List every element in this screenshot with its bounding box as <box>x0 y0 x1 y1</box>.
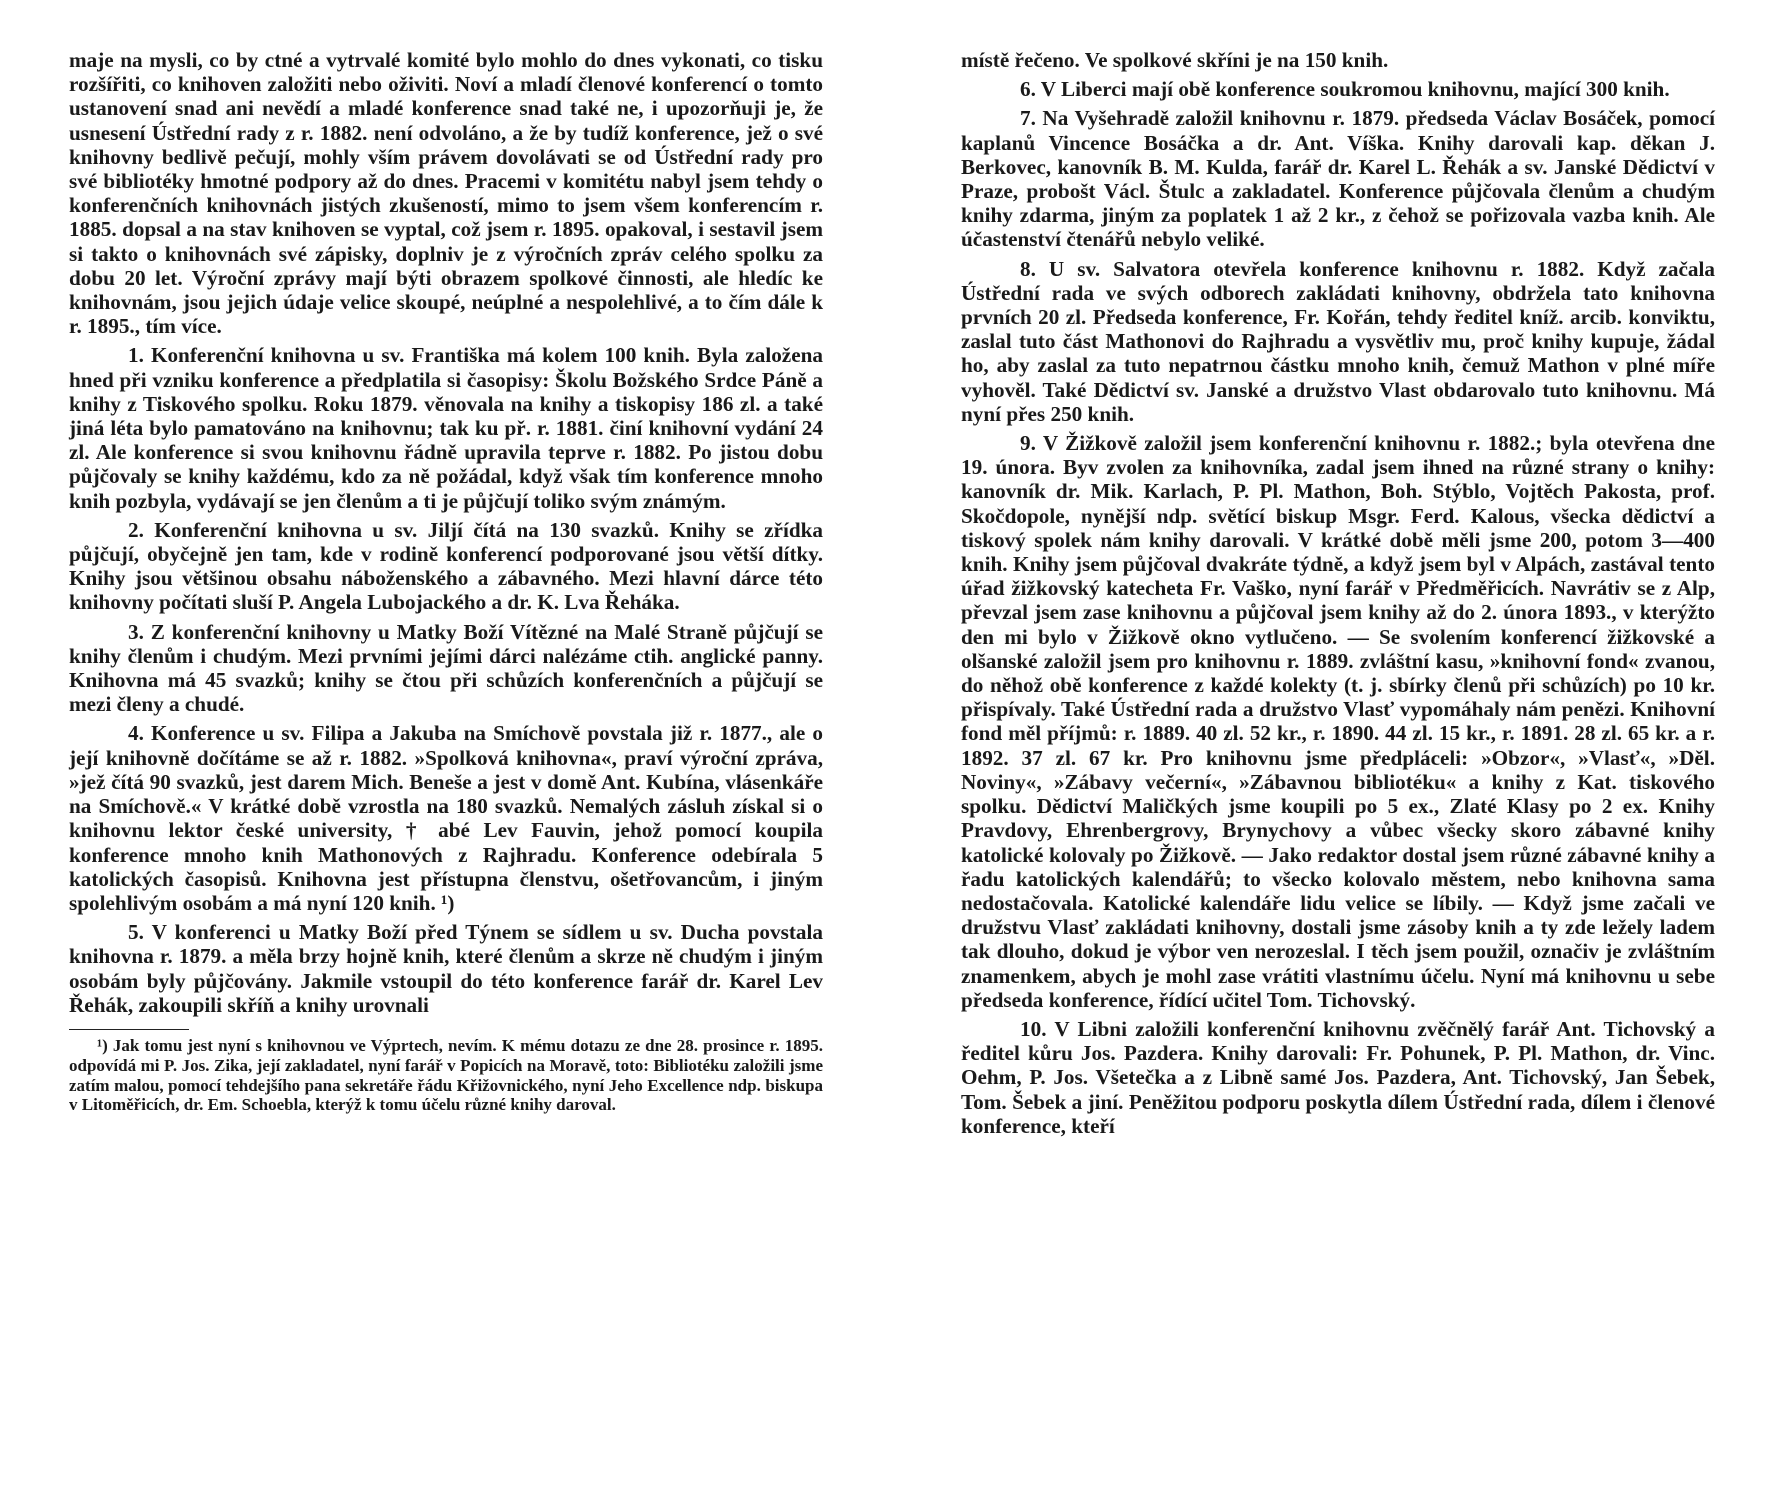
left-page <box>69 48 823 1115</box>
left-paragraph-5: 5. V konferenci u Matky Boží před Týnem se sídlem u sv. Ducha povstala knihovna r. 1879. a měla brzy hojně knih, které členům a skrze ně chudým i jiným osobám byly půjčovány. Jakmile vstoupil do této konference farář dr. Karel Lev Řehák, zakoupili skříň a knihy urovnali <box>69 920 823 1017</box>
left-paragraph-intro: maje na mysli, co by ctné a vytrvalé komité bylo mohlo do dnes vykonati, co tisku rozšířiti, co knihoven založiti nebo oživiti. Noví a mladí členové konferencí o tomto ustanovení snad ani nevědí a mladé konference snad také ne, i upozorňuji je, že usnesení Ústřední rady z r. 1882. není odvoláno, a že by tudíž konference, jež o své knihovny bedlivě pečují, mohly vším právem dovolávati se od Ústřední rady pro své bibliotéky hmotné podpory až do dnes. Pracemi v komitétu nabyl jsem tehdy o konferenčních knihovnách jistých zkušeností, mimo to jsem všem konferencím r. 1885. dopsal a na stav knihoven se vyptal, což jsem r. 1895. opakoval, i sestavil jsem si takto o knihovnách své zápisky, doplniv je z výročních zpráv celého spolku za dobu 20 let. Výroční zprávy mají býti obrazem spolkové činnosti, ale hledíc ke knihovnám, jsou jejich údaje velice skoupé, neúplné a nespolehlivé, a to čím dále k r. 1895., tím více. <box>69 48 823 339</box>
right-paragraph-8: 8. U sv. Salvatora otevřela konference knihovnu r. 1882. Když začala Ústřední rada ve svých odborech zakládati knihovny, obdržela tato knihovna prvních 20 zl. Předseda konference, Fr. Kořán, tehdy ředitel kníž. arcib. konviktu, zaslal tuto část Mathonovi do Rajhradu a vysvětliv mu, proč knihy kupuje, žádal ho, aby zaslal za tuto nepatrnou částku mnoho knih, čemuž Mathon v plné míře vyhověl. Také Dědictví sv. Janské a družstvo Vlast obdarovalo tuto knihovnu. Má nyní přes 250 knih. <box>961 256 1715 426</box>
left-paragraph-3: 3. Z konferenční knihovny u Matky Boží Vítězné na Malé Straně půjčují se knihy členům i chudým. Mezi prvními jejími dárci nalézáme ctih. anglické panny. Knihovna má 45 svazků; knihy se čtou při schůzích konferenčních a půjčují se mezi členy a chudé. <box>69 619 823 717</box>
right-paragraph-9: 9. V Žižkově založil jsem konferenční knihovnu r. 1882.; byla otevřena dne 19. února. Byv zvolen za knihovníka, zadal jsem ihned na různé strany o knihy: kanovník dr. Mik. Karlach, P. Pl. Mathon, Boh. Stýblo, Vojtěch Pakosta, prof. Skočdopole, nynější ndp. světící biskup Msgr. Ferd. Kalous, všecka dědictví a tiskový spolek nám knihy darovali. V krátké době měli jsme 200, potom 3—400 knih. Knihy jsem půjčoval dvakráte týdně, a když jsem byl v Alpách, zastával tento úřad žižkovský katecheta Fr. Vaško, nyní farář v Předměřicích. Navrátiv se z Alp, převzal jsem zase knihovnu a půjčoval jsem knihy až do 2. února 1893., v kterýžto den mi bylo v Žižkově okno vytlučeno. — Se svolením konferencí žižkovské a olšanské založil jsem pro knihovnu r. 1889. zvláštní kasu, »knihovní fond« zvanou, do něhož obě konference z každé kolekty (t. j. sbírky členů při schůzích) po 10 kr. přispívaly. Také Ústřední rada a družstvo Vlasť vypomáhaly nám penězi. Knihovní fond měl příjmů: r. 1889. 40 zl. 52 kr., r. 1890. 44 zl. 15 kr., r. 1891. 28 zl. 65 kr. a r. 1892. 37 zl. 67 kr. Pro knihovnu jsme předpláceli: »Obzor«, »Vlasť«, »Děl. Noviny«, »Zábavy večerní«, »Zábavnou bibliotéku« a knihy z Kat. tiskového spolku. Dědictví Maličkých jsme koupili po 5 ex., Zlaté Klasy po 2 ex. Knihy Pravdovy, Ehrenbergrovy, Brynychovy a vůbec všecky skoro zábavné knihy katolické kolovaly po Žižkově. — Jako redaktor dostal jsem různé zábavné knihy a řadu katolických kalendářů; to všecko kolovalo městem, nebo knihovna sama nedostačovala. Katolické kalendáře lidu velice se líbily. — Když jsme začali ve družstvu Vlasť zakládati knihovny, dostali jsme zásoby knih a ty zde ležely ladem tak dlouho, dokud je výbor ven nerozeslal. I těch jsem použil, označiv je zvláštním znamenkem, abych je mohl zase vrátiti vlastnímu účelu. Nyní má knihovnu u sebe předseda konference, řídící učitel Tom. Tichovský. <box>961 431 1715 1012</box>
footnote-divider <box>69 1029 189 1030</box>
right-paragraph-7: 7. Na Vyšehradě založil knihovnu r. 1879. předseda Václav Bosáček, pomocí kaplanů Vincence Bosáčka a dr. Ant. Víška. Knihy darovali kap. děkan J. Berkovec, kanovník B. M. Kulda, farář dr. Karel L. Řehák a sv. Janské Dědictví v Praze, probošt Václ. Štulc a zakladatel. Konference půjčovala členům a chudým knihy zdarma, jiným za poplatek 1 až 2 kr., z čehož se pořizovala vazba knih. Ale účastenství čtenářů nebylo veliké. <box>961 106 1715 252</box>
right-paragraph-6: 6. V Liberci mají obě konference soukromou knihovnu, mající 300 knih. <box>1020 77 1670 102</box>
right-paragraph-10: 10. V Libni založili konferenční knihovnu zvěčnělý farář Ant. Tichovský a ředitel kůru Jos. Pazdera. Knihy darovali: Fr. Pohunek, P. Pl. Mathon, dr. Vinc. Oehm, P. Jos. Všetečka a z Libně samé Jos. Pazdera, Ant. Tichovský, Jan Šebek, Tom. Šebek a jiní. Peněžitou podporu poskytla dílem Ústřední rada, dílem i členové konference, kteří <box>961 1016 1715 1138</box>
right-page <box>961 48 1715 1143</box>
left-paragraph-2: 2. Konferenční knihovna u sv. Jiljí čítá na 130 svazků. Knihy se zřídka půjčují, obyčejně jen tam, kde v rodině konferencí podporované jsou větší dítky. Knihy jsou většinou obsahu náboženského a zábavného. Mezi hlavní dárce této knihovny počítati sluší P. Angela Lubojackého a dr. K. Lva Řeháka. <box>69 517 823 615</box>
right-paragraph-continued: místě řečeno. Ve spolkové skříni je na 150 knih. <box>961 48 1389 72</box>
footnote: ¹) Jak tomu jest nyní s knihovnou ve Výprtech, nevím. K mému dotazu ze dne 28. prosince r. 1895. odpovídá mi P. Jos. Zika, její zakladatel, nyní farář v Popicích na Moravě, toto: Bibliotéku založili jsme zatím malou, pomocí tehdejšího pana sekretáře řádu Křižovnického, nyní Jeho Excellence ndp. biskupa v Litoměřicích, dr. Em. Schoebla, kterýž k tomu účelu různé knihy daroval. <box>69 1035 823 1115</box>
left-paragraph-1: 1. Konferenční knihovna u sv. Františka má kolem 100 knih. Byla založena hned při vzniku konference a předplatila si časopisy: Školu Božského Srdce Páně a knihy z Tiskového spolku. Roku 1879. věnovala na knihy a tiskopisy 186 zl. a také jiná léta bylo pamatováno na knihovnu; tak ku př. r. 1881. činí knihovní vydání 24 zl. Ale konference si svou knihovnu řádně upravila teprve r. 1882. Po jistou dobu půjčovaly se knihy každému, kdo za ně požádal, když však tím konference mnoho knih pozbyla, vydávají se jen členům a ti je půjčují toliko svým známým. <box>69 343 823 513</box>
left-paragraph-4: 4. Konference u sv. Filipa a Jakuba na Smíchově povstala již r. 1877., ale o její knihovně dočítáme se až r. 1882. »Spolková knihovna«, praví výroční zpráva, »jež čítá 90 svazků, jest darem Mich. Beneše a jest v domě Ant. Kubína, vlásenkáře na Smíchově.« V krátké době vzrostla na 180 svazků. Nemalých zásluh získal si o knihovnu lektor české university, † abé Lev Fauvin, jehož pomocí koupila konference mnoho knih Mathonových z Rajhradu. Konference odebírala 5 katolických časopisů. Knihovna jest přístupna členstvu, ošetřovancům, i jiným spolehlivým osobám a má nyní 120 knih. ¹) <box>69 721 823 915</box>
